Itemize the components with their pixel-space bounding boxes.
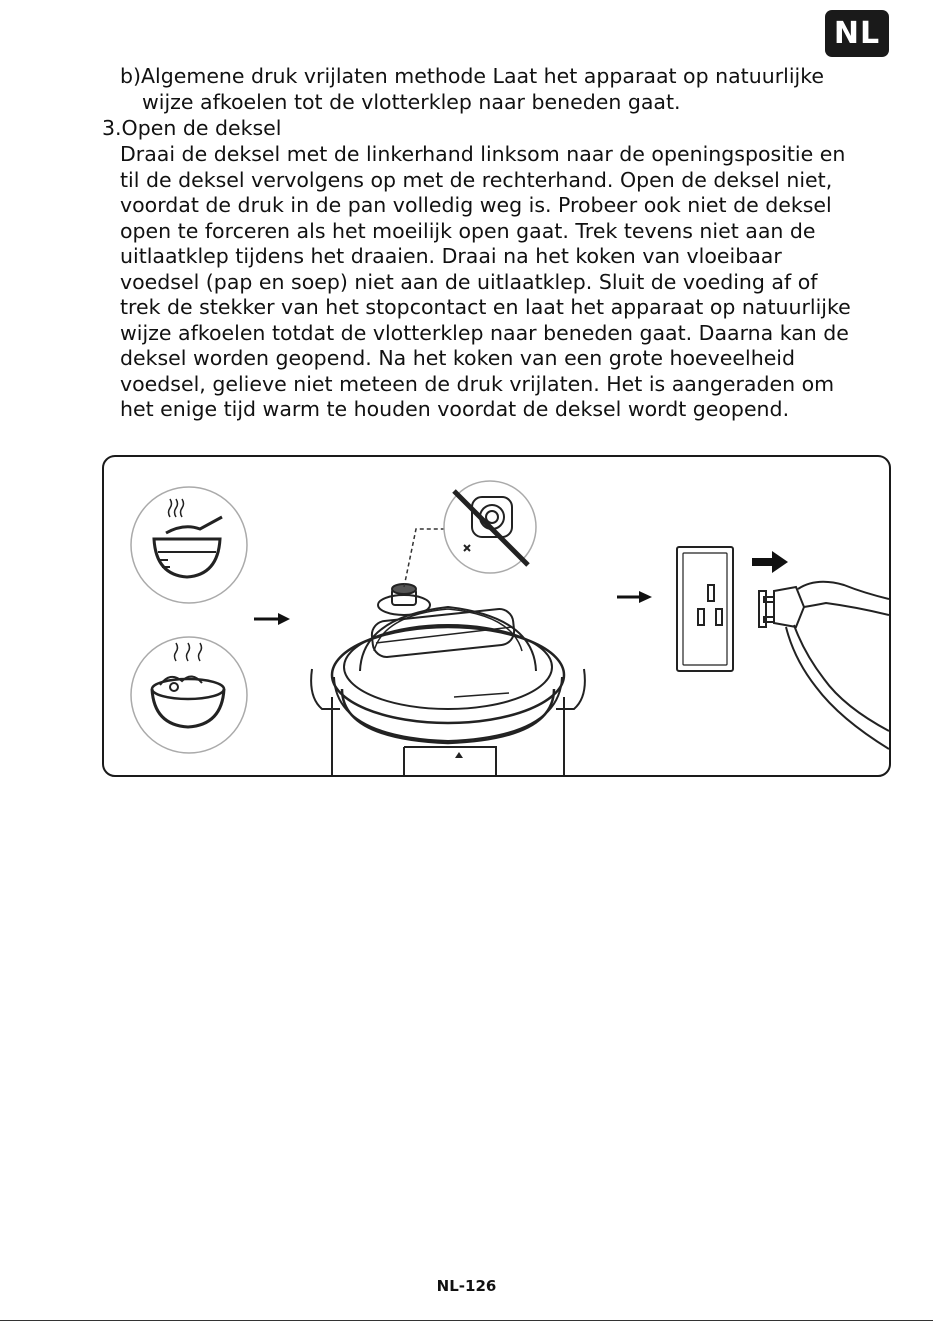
bottom-rule bbox=[0, 1320, 933, 1321]
section-3-line-3: voordat de druk in de pan volledig weg is. Probeer ook niet de deksel bbox=[120, 193, 832, 217]
illustration-svg bbox=[104, 457, 889, 775]
arrow-right-icon bbox=[254, 613, 290, 625]
unplug-hand-icon bbox=[759, 582, 889, 749]
section-b-line-2: wijze afkoelen tot de vlotterklep naar beneden gaat. bbox=[142, 90, 681, 114]
section-3-line-2: til de deksel vervolgens op met de rechterhand. Open de deksel niet, bbox=[120, 167, 833, 192]
illustration-panel bbox=[102, 455, 891, 777]
section-3-line-6: voedsel (pap en soep) niet aan de uitlaatklep. Sluit de voeding af of bbox=[120, 269, 818, 294]
porridge-bowl-icon bbox=[131, 487, 247, 603]
leader-line bbox=[404, 529, 444, 587]
no-turn-valve-icon bbox=[444, 481, 536, 573]
section-3-line-1: Draai de deksel met de linkerhand linksom naar de openingspositie en bbox=[120, 142, 846, 166]
section-3-line-10: voedsel, gelieve niet meteen de druk vrijlaten. Het is aangeraden om bbox=[120, 371, 835, 396]
section-3-line-4: open te forceren als het moeilijk open gaat. Trek tevens niet aan de bbox=[120, 218, 816, 243]
section-3-line-9: deksel worden geopend. Na het koken van een grote hoeveelheid bbox=[120, 346, 796, 370]
language-badge: NL bbox=[825, 10, 889, 57]
wall-socket-icon bbox=[677, 547, 733, 671]
section-b-line-1: b)Algemene druk vrijlaten methode Laat het apparaat op natuurlijke bbox=[120, 64, 824, 88]
arrow-right-icon bbox=[617, 591, 652, 603]
section-3-line-5: uitlaatklep tijdens het draaien. Draai na het koken van vloeibaar bbox=[120, 244, 782, 268]
section-3-line-7: trek de stekker van het stopcontact en laat het apparaat op natuurlijke bbox=[120, 295, 851, 319]
soup-bowl-icon bbox=[131, 637, 247, 753]
section-3-line-11: het enige tijd warm te houden voordat de deksel wordt geopend. bbox=[120, 397, 790, 421]
pressure-cooker-illustration bbox=[311, 584, 585, 775]
section-3-line-8: wijze afkoelen totdat de vlotterklep naar beneden gaat. Daarna kan de bbox=[120, 320, 849, 345]
section-3-heading: 3.Open de deksel bbox=[102, 116, 282, 140]
page-number: NL-126 bbox=[436, 1277, 497, 1295]
pull-arrow-icon bbox=[752, 551, 788, 573]
